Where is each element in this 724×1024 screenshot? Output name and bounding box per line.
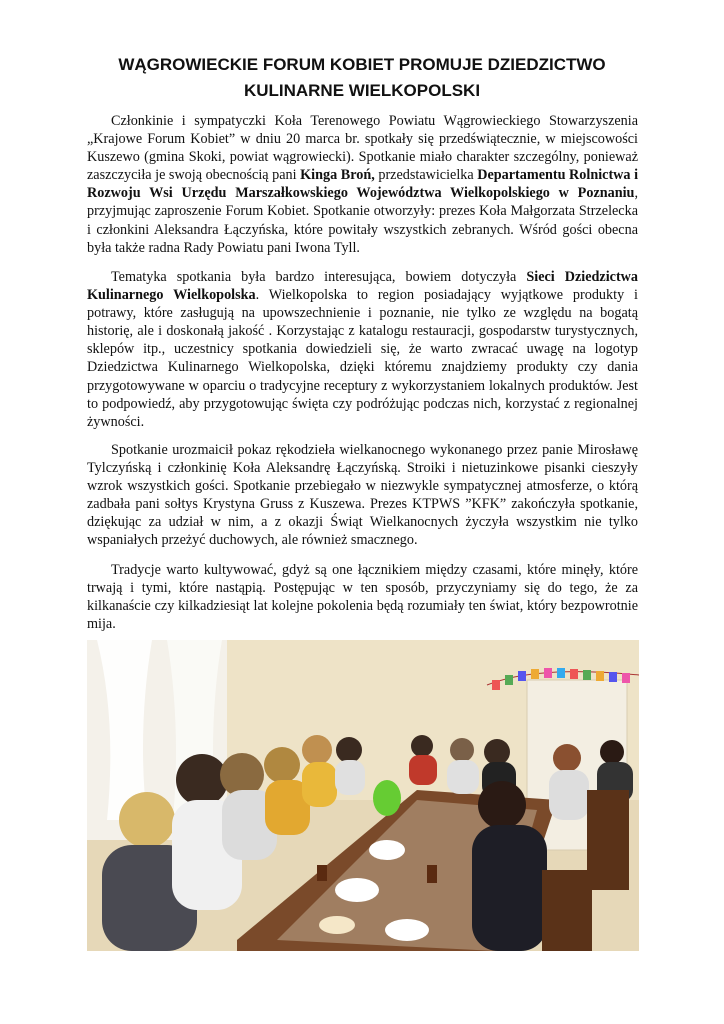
title-line-1: WĄGROWIECKIE FORUM KOBIET PROMUJE DZIEDZICTWO [118,55,606,74]
paragraph-4 [87,561,638,633]
title-line-2: KULINARNE WIELKOPOLSKI [243,81,481,100]
department-name: Departamentu Rolnictwa i Rozwoju Wsi Urzędu Marszałkowskiego Województwa Wielkopolskiego w Poznaniu [87,167,639,202]
paragraph-3-text: Spotkanie urozmaicił pokaz rękodzieła wielkanocnego wykonanego przez panie Mirosławę Tylczyńską i członkinię Koła Aleksandrę Łączyńską. Stroiki i nietuzinkowe pisanki cieszyły wzrok wszystkich gości. Spotkanie przebiegało w niezwykle sympatycznej atmosferze, o którą zadbała pani sołtys Krystyna Gruss z Kuszewa. Prezes KTPWS ”KFK” zakończyła spotkanie, dziękując za udział w nim, a z okazji Świąt Wielkanocnych życzyła wszystkim nie tylko wspaniałych przeżyć duchowych, ale również smacznego. [87,442,638,549]
network-name: Sieci Dziedzictwa Kulinarnego Wielkopolska [87,269,639,304]
paragraph-1-text-a: Członkinie i sympatyczki Koła Terenowego Powiatu Wągrowieckiego Stowarzyszenia „Krajowe Forum Kobiet” w dniu 20 marca br. spotkały się przedświątecznie, w miejscowości Kuszewo (gmina Skoki, powiat wągrowiecki). Spotkanie miało charakter szczególny, ponieważ zaszczyciła je swoją obecnością pani [87,113,638,184]
meeting-photo-illustration [87,640,639,951]
paragraph-1-text-c: przedstawicielka [374,167,478,184]
paragraph-1-text-e: , przyjmując zaproszenie Forum Kobiet. Spotkanie otworzyły: prezes Koła Małgorzata Strzelecka i członkini Aleksandra Łączyńska, które powitały wszystkich zebranych. Wśród gości obecna była także radna Rady Powiatu pani Iwona Tyll. [87,185,638,256]
paragraph-1 [87,112,638,257]
paragraph-2-text-a: Tematyka spotkania była bardzo interesująca, bowiem dotyczyła [111,269,527,285]
paragraph-2-text-c: . Wielkopolska to region posiadający wyjątkowe produkty i potrawy, które zasługują na upowszechnienie i poznanie, nie tylko ze względu na bogatą historię, ale i doskonałą jakość . Korzystając z katalogu restauracji, gospodarstw turystycznych, sklepów itp., uczestnicy spotkania dowiedzieli się, że warto zwracać uwagę na logotyp Dziedzictwa Kulinarnego Wielkopolska, dzięki któremu znajdziemy produkty czy dania przygotowywane w oparciu o tradycyjne receptury z wykorzystaniem lokalnych produktów. Jest to podpowiedź, aby przygotowując święta czy podróżując podczas nich, korzystać z regionalnej żywności. [87,287,638,430]
meeting-photo [87,640,639,951]
paragraph-4-text: Tradycje warto kultywować, gdyż są one łącznikiem między czasami, które minęły, które trwają i tymi, które nastąpią. Postępując w ten sposób, przyczyniamy się do tego, że za kilkanaście czy kilkadziesiąt lat kolejne pokolenia będą rozumiały ten świat, który bezpowrotnie mija. [87,562,638,633]
article-title [60,52,664,104]
paragraph-3 [87,441,638,550]
speaker-name: Kinga Broń, [300,167,375,184]
paragraph-2 [87,268,638,431]
